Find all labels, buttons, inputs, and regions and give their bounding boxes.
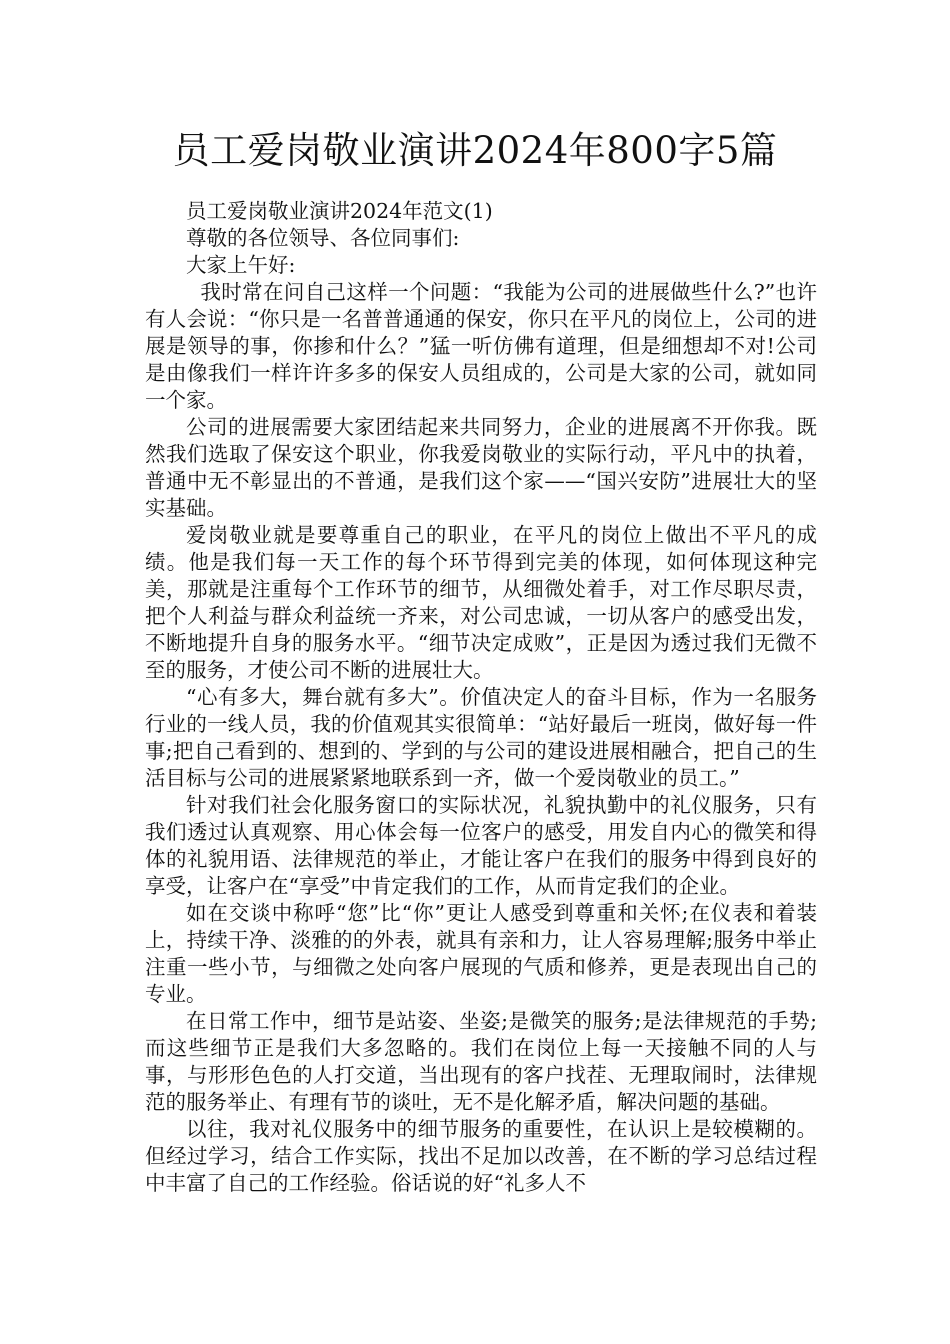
body-paragraph: 爱岗敬业就是要尊重自己的职业，在平凡的岗位上做出不平凡的成绩。他是我们每一天工作的每个环节得到完美的体现，如何体现这种完美，那就是注重每个工作环节的细节，从细微处着手，对工作尽职尽责，把个人利益与群众利益统一齐来，对公司忠诚，一切从客户的感受出发，不断地提升自身的服务水平。“细节决定成败”，正是因为透过我们无微不至的服务，才使公司不断的进展壮大。 (145, 523, 817, 682)
body-paragraph: 我时常在问自己这样一个问题：“我能为公司的进展做些什么?”也许有人会说：“你只是一名普普通通的保安，你只在平凡的岗位上，公司的进展是领导的事，你掺和什么？”猛一听仿佛有道理，但是细想却不对!公司是由像我们一样许许多多的保安人员组成的，公司是大家的公司，就如同一个家。 (145, 280, 817, 412)
document-title: 员工爱岗敬业演讲2024年800字5篇 (172, 129, 778, 172)
document-body (145, 198, 817, 1197)
body-paragraph: 以往，我对礼仪服务中的细节服务的重要性，在认识上是较模糊的。但经过学习，结合工作实际，找出不足加以改善，在不断的学习总结过程中丰富了自己的工作经验。俗话说的好“礼多人不 (145, 1117, 817, 1195)
section-heading: 员工爱岗敬业演讲2024年范文(1) (186, 199, 493, 223)
body-paragraph: 公司的进展需要大家团结起来共同努力，企业的进展离不开你我。既然我们选取了保安这个职业，你我爱岗敬业的实际行动，平凡中的执着，普通中无不彰显出的不普通，是我们这个家——“国兴安防”进展壮大的坚实基础。 (145, 415, 817, 520)
body-paragraph: 针对我们社会化服务窗口的实际状况，礼貌执勤中的礼仪服务，只有我们透过认真观察、用心体会每一位客户的感受，用发自内心的微笑和得体的礼貌用语、法律规范的举止，才能让客户在我们的服务中得到良好的享受，让客户在“享受”中肯定我们的工作，从而肯定我们的企业。 (145, 793, 817, 898)
salutation: 尊敬的各位领导、各位同事们: (186, 226, 460, 250)
greeting: 大家上午好: (186, 253, 296, 277)
body-paragraph: “心有多大，舞台就有多大”。价值决定人的奋斗目标，作为一名服务行业的一线人员，我的价值观其实很简单：“站好最后一班岗，做好每一件事;把自己看到的、想到的、学到的与公司的建设进展相融合，把自己的生活目标与公司的进展紧紧地联系到一齐，做一个爱岗敬业的员工。” (145, 685, 817, 790)
body-paragraph: 如在交谈中称呼“您”比“你”更让人感受到尊重和关怀;在仪表和着装上，持续干净、淡雅的的外表，就具有亲和力，让人容易理解;服务中举止注重一些小节，与细微之处向客户展现的气质和修养，更是表现出自己的专业。 (145, 901, 817, 1006)
body-paragraph: 在日常工作中，细节是站姿、坐姿;是微笑的服务;是法律规范的手势;而这些细节正是我们大多忽略的。我们在岗位上每一天接触不同的人与事，与形形色色的人打交道，当出现有的客户找茬、无理取闹时，法律规范的服务举止、有理有节的谈吐，无不是化解矛盾，解决问题的基础。 (145, 1009, 817, 1114)
